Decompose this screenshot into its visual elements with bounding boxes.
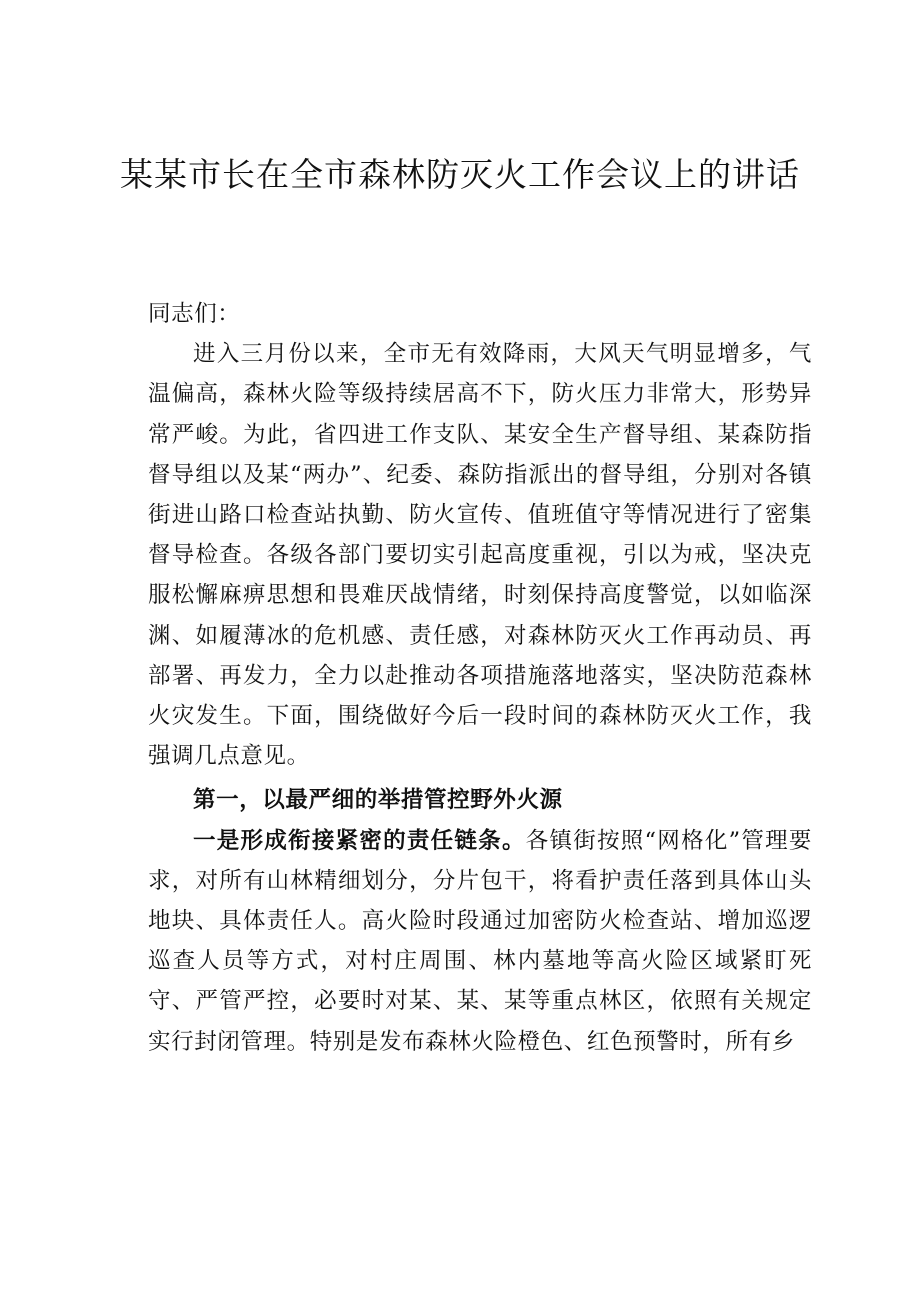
point-lead: 一是形成衔接紧密的责任链条。 [193, 827, 526, 854]
paragraph [148, 821, 812, 1062]
document-title: 某某市长在全市森林防灭火工作会议上的讲话 [120, 155, 800, 194]
point-text: 各镇街按照“网格化”管理要求，对所有山林精细划分，分片包干，将看护责任落到具体山头地块、具体责任人。高火险时段通过加密防火检查站、增加巡逻巡查人员等方式，对村庄周围、林内墓地等高火险区域紧盯死守、严管严控，必要时对某、某、某等重点林区，依照有关规定实行封闭管理。特别是发布森林火险橙色、红色预警时，所有乡 [148, 827, 813, 1055]
paragraph: 进入三月份以来，全市无有效降雨，大风天气明显增多，气温偏高，森林火险等级持续居高不下，防火压力非常大，形势异常严峻。为此，省四进工作支队、某安全生产督导组、某森防指督导组以及某“两办”、纪委、森防指派出的督导组，分别对各镇街进山路口检查站执勤、防火宣传、值班值守等情况进行了密集督导检查。各级各部门要切实引起高度重视，引以为戒，坚决克服松懈麻痹思想和畏难厌战情绪，时刻保持高度警觉，以如临深渊、如履薄冰的危机感、责任感，对森林防灭火工作再动员、再部署、再发力，全力以赴推动各项措施落地落实，坚决防范森林火灾发生。下面，围绕做好今后一段时间的森林防灭火工作，我强调几点意见。 [148, 341, 812, 770]
section-heading: 第一，以最严细的举措管控野外火源 [193, 787, 563, 814]
salutation: 同志们： [148, 301, 241, 327]
document-body [148, 294, 812, 1062]
